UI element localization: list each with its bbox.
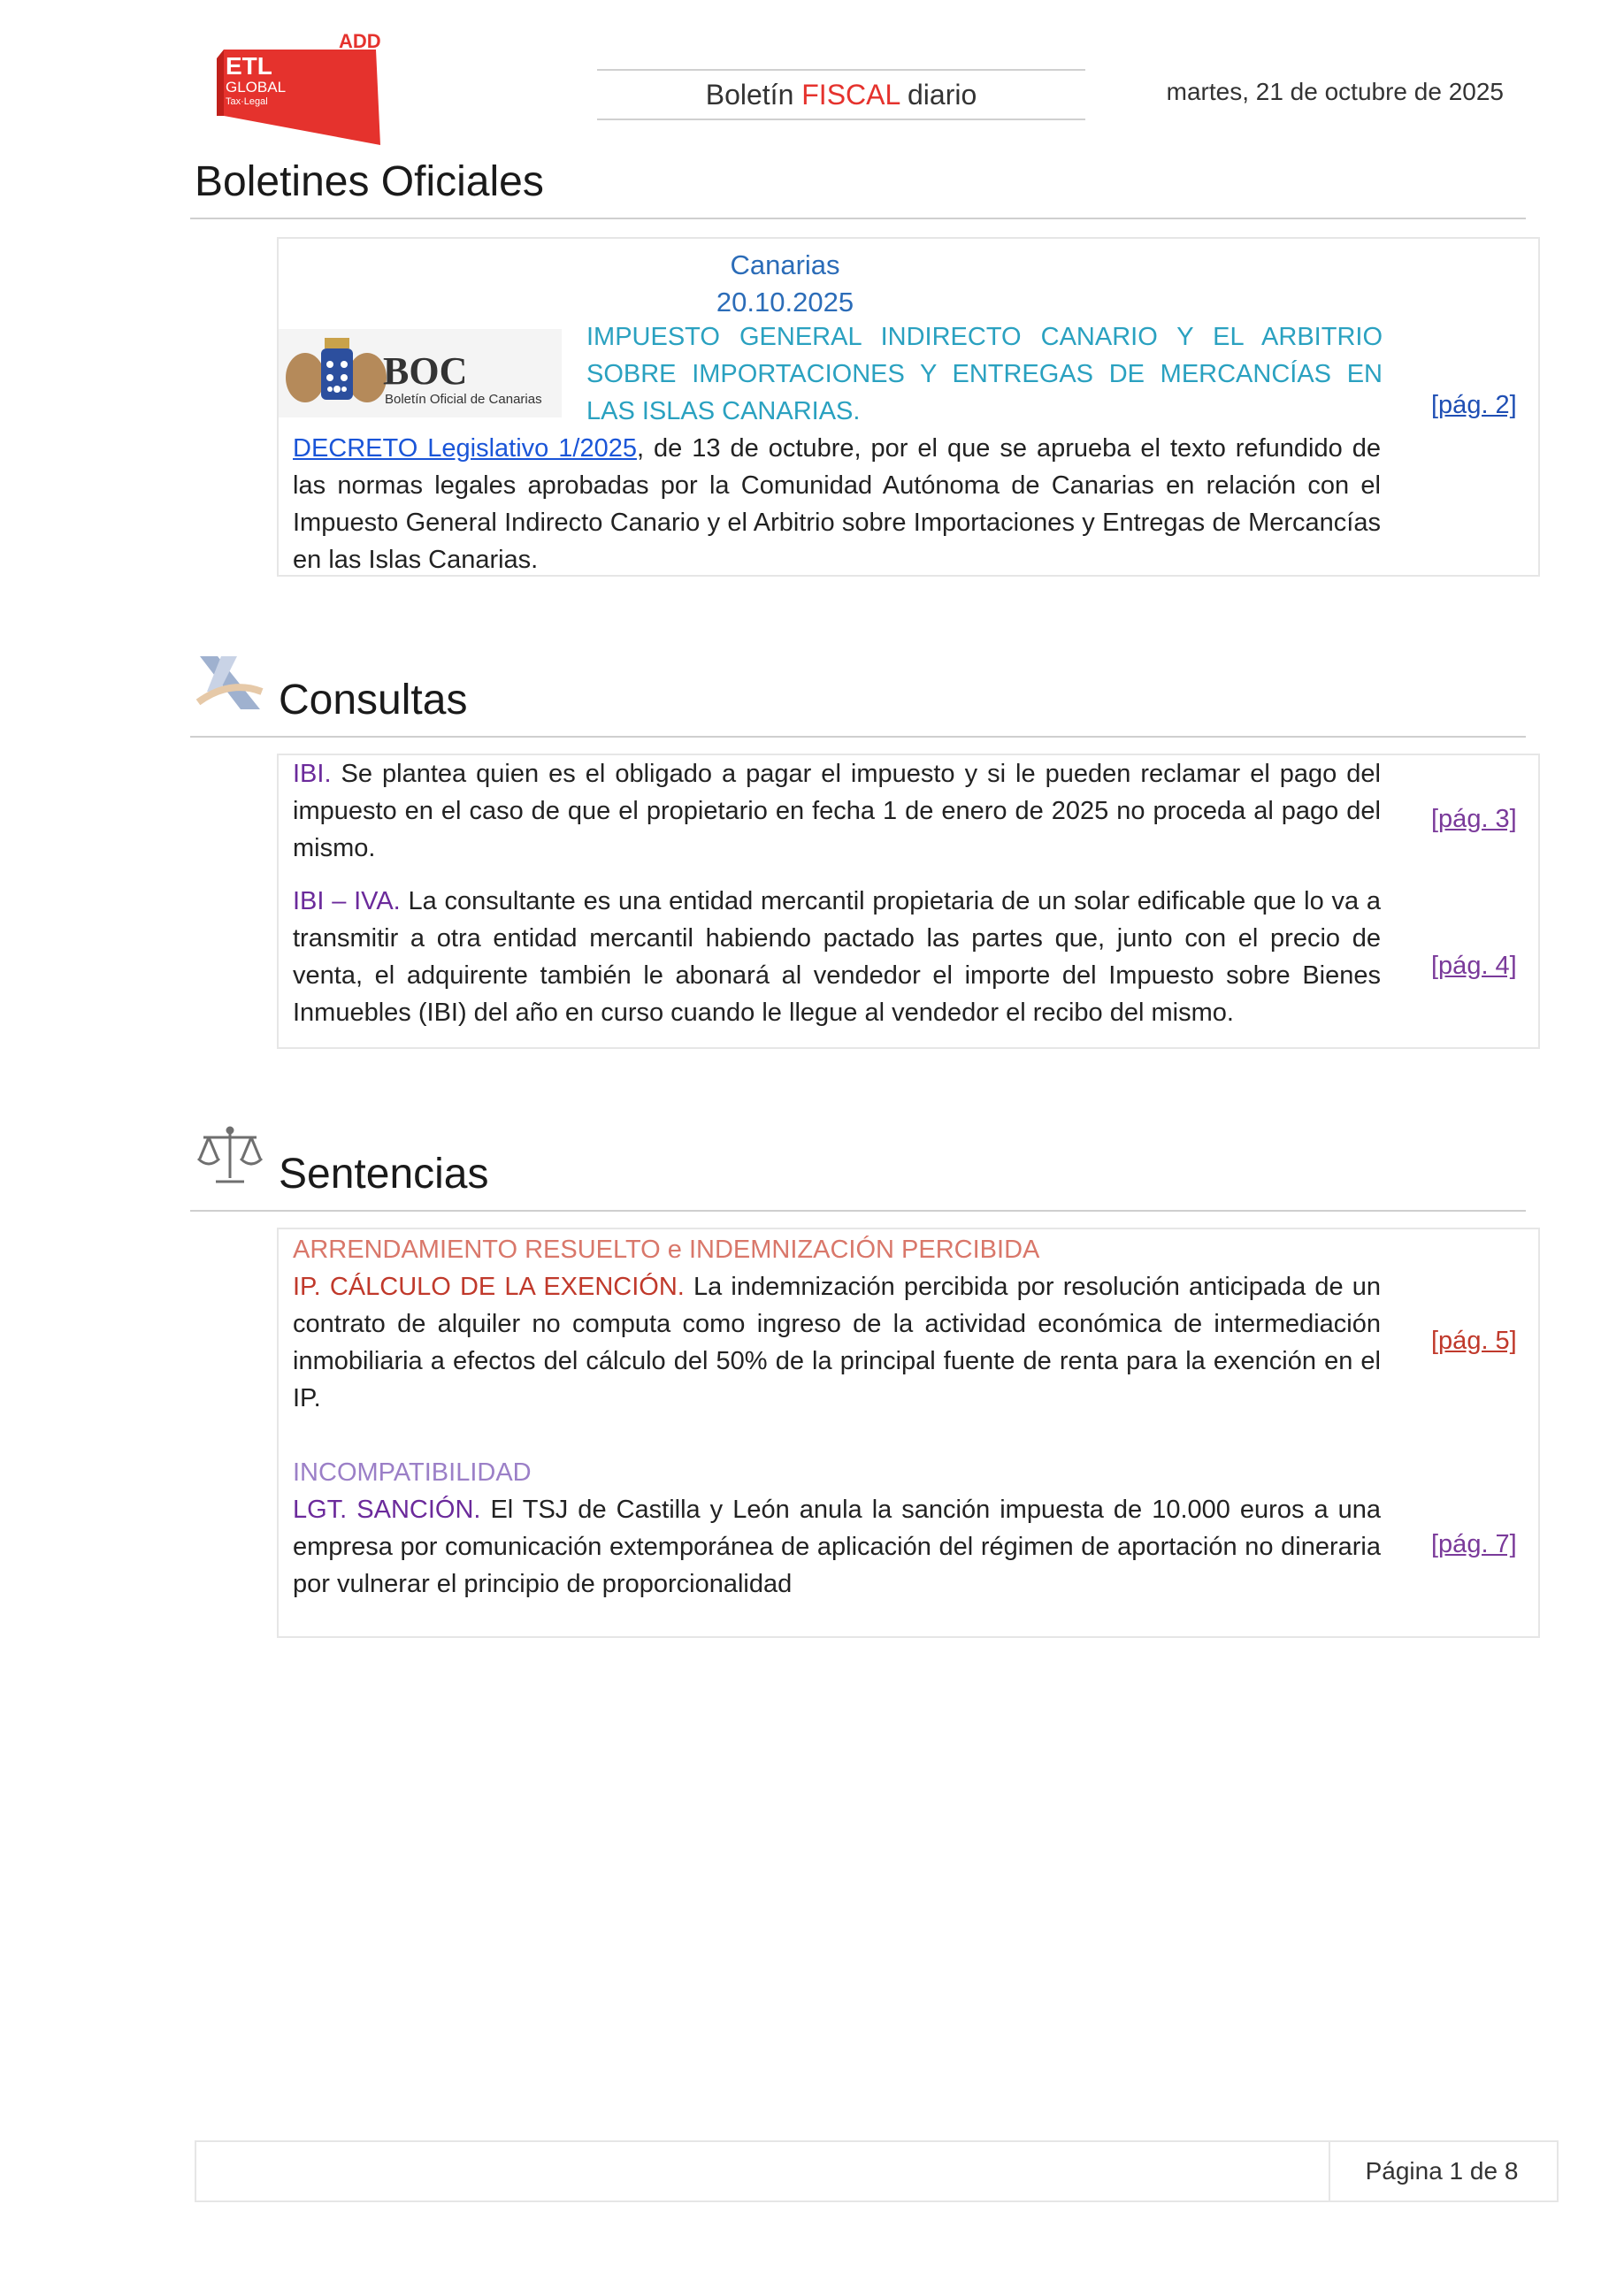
section-divider	[190, 218, 1526, 219]
footer-left-cell	[195, 2140, 1330, 2202]
consulta-item	[293, 755, 1381, 867]
consulta-text: Se plantea quien es el obligado a pagar el impuesto y si le pueden reclamar el pago del impuesto en el caso de que el propietario en fecha 1 de enero de 2025 no proceda al pago del mismo.	[293, 760, 1381, 862]
consulta-text: La consultante es una entidad mercantil propietaria de un solar edificable que lo va a transmitir a otra entidad mercantil habiendo pactado las partes que, junto con el precio de venta, el adquirente también le abonará al vendedor el importe del Impuesto sobre Bienes Inmuebles (IBI) del año en curso cuando le llegue al vendedor el recibo del mismo.	[293, 887, 1381, 1027]
section-title-consultas: Consultas	[279, 677, 468, 723]
section-divider	[190, 1210, 1526, 1212]
boc-logo-subtitle: Boletín Oficial de Canarias	[385, 392, 542, 407]
consulta-lead: IBI – IVA.	[293, 887, 401, 915]
logo-global-text: GLOBAL	[226, 79, 287, 96]
boletin-subject: IMPUESTO GENERAL INDIRECTO CANARIO Y EL ARBITRIO SOBRE IMPORTACIONES Y ENTREGAS DE MERCANCÍAS EN LAS ISLAS CANARIAS.	[586, 323, 1383, 425]
sentencia-lead: LGT. SANCIÓN.	[293, 1496, 481, 1524]
section-divider	[190, 736, 1526, 738]
page-ref-link[interactable]: [pág. 2]	[1431, 391, 1517, 419]
boc-logo-title: BOC	[383, 349, 468, 393]
page-number: Página 1 de 8	[1365, 2157, 1519, 2185]
boletin-body-text: , de 13 de octubre, por el que se aprueba el texto refundido de las normas legales aprobadas por la Comunidad Autónoma de Canarias en relación con el Impuesto General Indirecto Canario y el Arbitrio sobre Importaciones y Entregas de Mercancías en las Islas Canarias.	[293, 434, 1381, 574]
logo-add-text: ADD	[339, 32, 381, 52]
bulletin-title	[597, 69, 1085, 120]
sentencia-lead: IP. CÁLCULO DE LA EXENCIÓN.	[293, 1273, 685, 1301]
consulta-lead: IBI.	[293, 760, 332, 788]
boc-coat-of-arms-icon	[279, 329, 562, 417]
section-title-sentencias: Sentencias	[279, 1151, 489, 1198]
page-ref-link[interactable]: [pág. 3]	[1431, 805, 1517, 833]
scales-of-justice-icon	[196, 1123, 264, 1187]
etl-global-logo	[217, 32, 385, 145]
boletin-date: 20.10.2025	[716, 287, 854, 318]
header-date: martes, 21 de octubre de 2025	[1166, 78, 1504, 105]
sentencia-item	[293, 1491, 1381, 1603]
consultas-box	[277, 754, 1540, 1049]
sentencia-text: La indemnización percibida por resolución anticipada de un contrato de alquiler no computa como ingreso de la actividad económica de intermediación inmobiliaria a efectos del cálculo del 50% de la principal fuente de renta para la exención en el IP.	[293, 1273, 1381, 1412]
sentencias-box	[277, 1228, 1540, 1638]
section-title-boletines: Boletines Oficiales	[195, 158, 544, 205]
bulletin-title-prefix: Boletín	[705, 79, 802, 111]
boletines-box	[277, 237, 1540, 577]
consulta-item	[293, 883, 1381, 1031]
logo-etl-text: ETL	[226, 52, 272, 80]
sentencia-category: ARRENDAMIENTO RESUELTO e INDEMNIZACIÓN PERCIBIDA	[293, 1236, 1040, 1264]
boc-logo	[279, 329, 562, 417]
bulletin-title-highlight: FISCAL	[801, 79, 900, 111]
footer-page-cell	[1327, 2140, 1559, 2202]
tax-agency-logo-icon	[195, 653, 267, 716]
bulletin-title-suffix: diario	[900, 79, 977, 111]
page-ref-link[interactable]: [pág. 4]	[1431, 952, 1517, 980]
decreto-link[interactable]: DECRETO Legislativo 1/2025	[293, 434, 637, 463]
sentencia-category: INCOMPATIBILIDAD	[293, 1458, 532, 1487]
sentencia-text: El TSJ de Castilla y León anula la sanción impuesta de 10.000 euros a una empresa por comunicación extemporánea de aplicación del régimen de aportación no dineraria por vulnerar el principio de proporcionalidad	[293, 1496, 1381, 1598]
boletin-body	[293, 430, 1381, 578]
sentencia-item	[293, 1268, 1381, 1417]
logo-taxlegal-text: Tax·Legal	[226, 96, 268, 107]
page-ref-link[interactable]: [pág. 7]	[1431, 1530, 1517, 1558]
page-ref-link[interactable]: [pág. 5]	[1431, 1327, 1517, 1355]
region-title: Canarias	[730, 249, 840, 280]
